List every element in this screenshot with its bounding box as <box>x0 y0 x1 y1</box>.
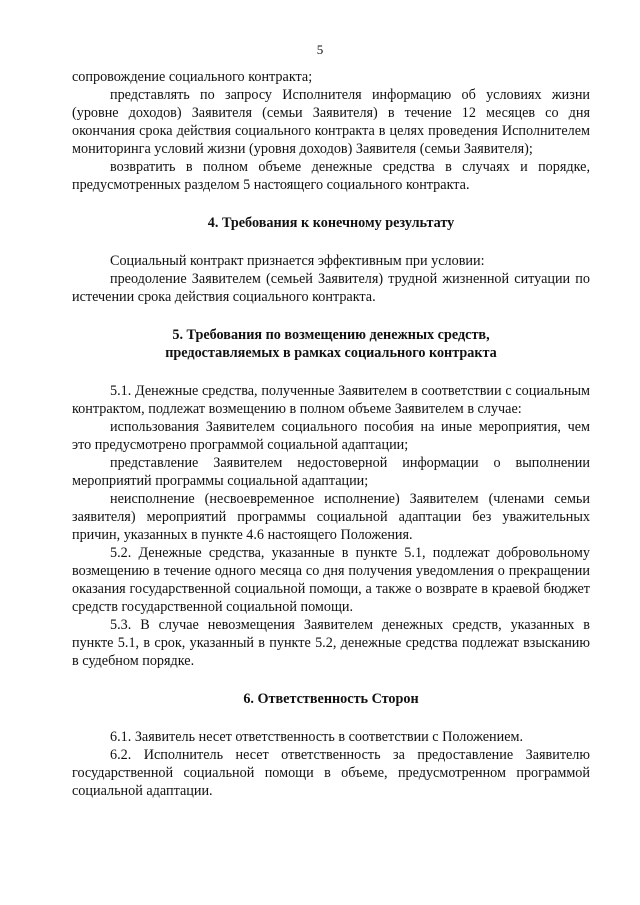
paragraph: 5.3. В случае невозмещения Заявителем денежных средств, указанных в пункте 5.1, в срок, указанный в пункте 5.2, денежные средства подлежат взысканию в судебном порядке. <box>72 617 590 669</box>
document-body <box>72 68 590 800</box>
paragraph: 6.1. Заявитель несет ответственность в соответствии с Положением. <box>110 729 524 745</box>
page-number: 5 <box>316 42 324 57</box>
paragraph: представление Заявителем недостоверной информации о выполнении мероприятий программы социальной адаптации; <box>72 455 590 489</box>
paragraph: представлять по запросу Исполнителя информацию об условиях жизни (уровне доходов) Заявителя (семьи Заявителя) в течение 12 месяцев со дня окончания срока действия социального контракта в целях проведения Исполнителем мониторинга условий жизни (уровня доходов) Заявителя (семьи Заявителя); <box>72 87 590 157</box>
section-5-heading-line-2: предоставляемых в рамках социального контракта <box>165 345 497 361</box>
section-6-heading: 6. Ответственность Сторон <box>243 691 419 707</box>
paragraph: сопровождение социального контракта; <box>72 69 313 85</box>
paragraph: 6.2. Исполнитель несет ответственность за предоставление Заявителю государственной социальной помощи в объеме, предусмотренном программой социальной адаптации. <box>72 747 590 799</box>
section-4-heading: 4. Требования к конечному результату <box>207 215 455 231</box>
paragraph: преодоление Заявителем (семьей Заявителя) трудной жизненной ситуации по истечении срока действия социального контракта. <box>72 271 590 305</box>
paragraph: Социальный контракт признается эффективным при условии: <box>110 253 485 269</box>
paragraph: использования Заявителем социального пособия на иные мероприятия, чем это предусмотрено программой социальной адаптации; <box>72 419 590 453</box>
paragraph: возвратить в полном объеме денежные средства в случаях и порядке, предусмотренных разделом 5 настоящего социального контракта. <box>72 159 590 193</box>
paragraph: неисполнение (несвоевременное исполнение) Заявителем (членами семьи заявителя) мероприятий программы социальной адаптации без уважительных причин, указанных в пункте 4.6 настоящего Положения. <box>72 491 590 543</box>
paragraph: 5.1. Денежные средства, полученные Заявителем в соответствии с социальным контрактом, подлежат возмещению в полном объеме Заявителем в случае: <box>72 383 590 417</box>
paragraph: 5.2. Денежные средства, указанные в пункте 5.1, подлежат добровольному возмещению в течение одного месяца со дня получения уведомления о прекращении оказания государственной социальной помощи, а также о возврате в краевой бюджет средств государственной социальной помощи. <box>72 545 590 615</box>
section-5-heading-line-1: 5. Требования по возмещению денежных средств, <box>172 327 490 343</box>
